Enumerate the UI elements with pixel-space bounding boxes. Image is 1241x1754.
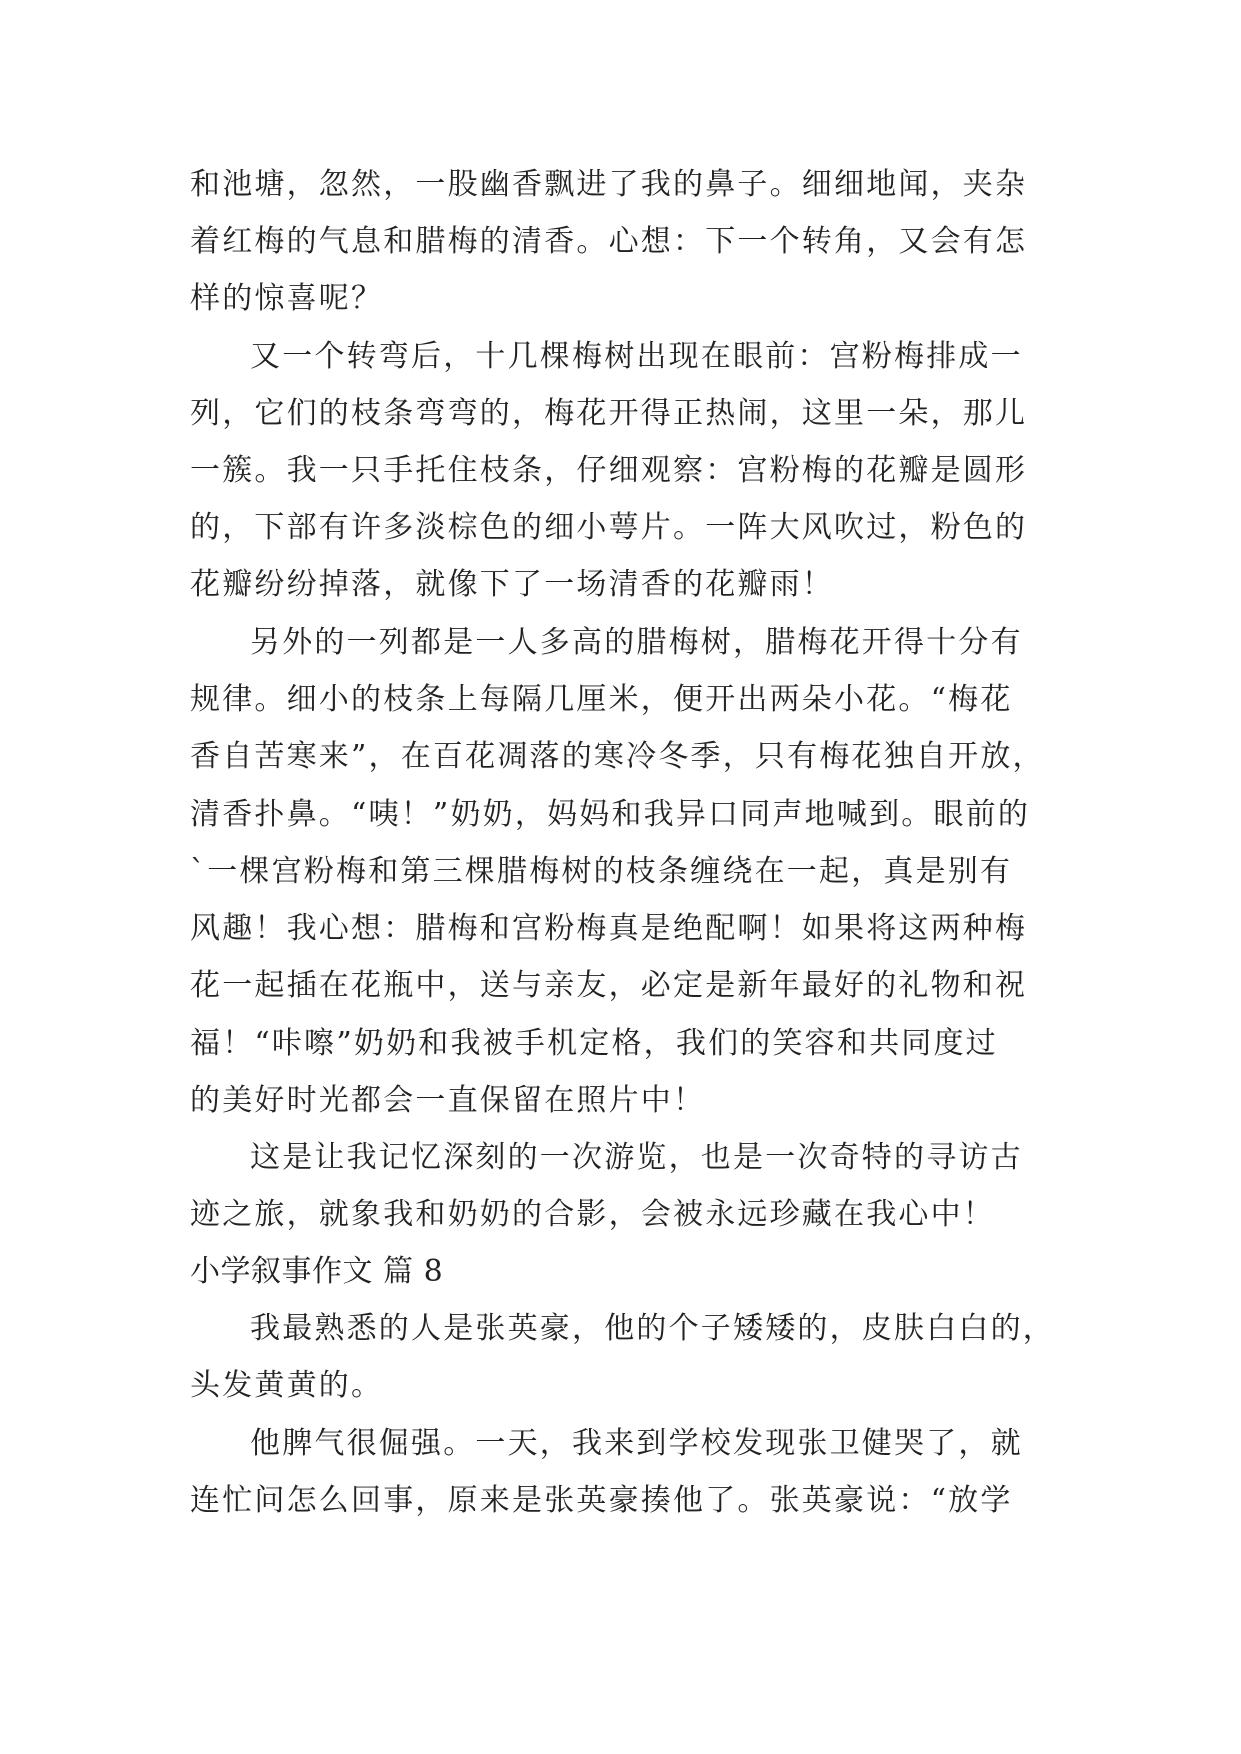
text-line: 花瓣纷纷掉落，就像下了一场清香的花瓣雨！ [190,567,834,602]
text-line: 清香扑鼻。“咦！”奶奶，妈妈和我异口同声地喊到。眼前的 [190,797,1031,832]
text-line: 规律。细小的枝条上每隔几厘米，便开出两朵小花。“梅花 [190,682,1013,717]
paragraph-start-line: 我最熟悉的人是张英豪，他的个子矮矮的，皮肤白白的， [250,1311,1055,1346]
paragraph-start-line: 又一个转弯后，十几棵梅树出现在眼前：宫粉梅排成一 [250,339,1023,374]
text-line: 的美好时光都会一直保留在照片中！ [190,1083,706,1118]
text-line: 着红梅的气息和腊梅的清香。心想：下一个转角，又会有怎 [190,224,1028,259]
paragraph-start-line: 这是让我记忆深刻的一次游览，也是一次奇特的寻访古 [250,1140,1023,1175]
section-heading: 小学叙事作文 篇 8 [190,1254,444,1289]
text-line: 的，下部有许多淡棕色的细小萼片。一阵大风吹过，粉色的 [190,510,1028,545]
text-line: 一簇。我一只手托住枝条，仔细观察：宫粉梅的花瓣是圆形 [190,453,1028,488]
text-line: 花一起插在花瓶中，送与亲友，必定是新年最好的礼物和祝 [190,968,1028,1003]
text-line: 样的惊喜呢？ [190,281,384,316]
text-line: `一棵宫粉梅和第三棵腊梅树的枝条缠绕在一起，真是别有 [190,854,1013,889]
text-line: 和池塘，忽然，一股幽香飘进了我的鼻子。细细地闻，夹杂 [190,167,1028,202]
text-line: 福！“咔嚓”奶奶和我被手机定格，我们的笑容和共同度过 [190,1026,998,1061]
text-line: 风趣！我心想：腊梅和宫粉梅真是绝配啊！如果将这两种梅 [190,911,1028,946]
text-line: 头发黄黄的。 [190,1368,384,1403]
text-line: 列，它们的枝条弯弯的，梅花开得正热闹，这里一朵，那儿 [190,396,1028,431]
paragraph-start-line: 他脾气很倔强。一天，我来到学校发现张卫健哭了，就 [250,1426,1023,1461]
paragraph-start-line: 另外的一列都是一人多高的腊梅树，腊梅花开得十分有 [250,625,1023,660]
text-line: 香自苦寒来”，在百花凋落的寒冷冬季，只有梅花独自开放， [190,739,1045,774]
text-line: 连忙问怎么回事，原来是张英豪揍他了。张英豪说：“放学 [190,1483,1013,1518]
text-line: 迹之旅，就象我和奶奶的合影，会被永远珍藏在我心中！ [190,1197,995,1232]
